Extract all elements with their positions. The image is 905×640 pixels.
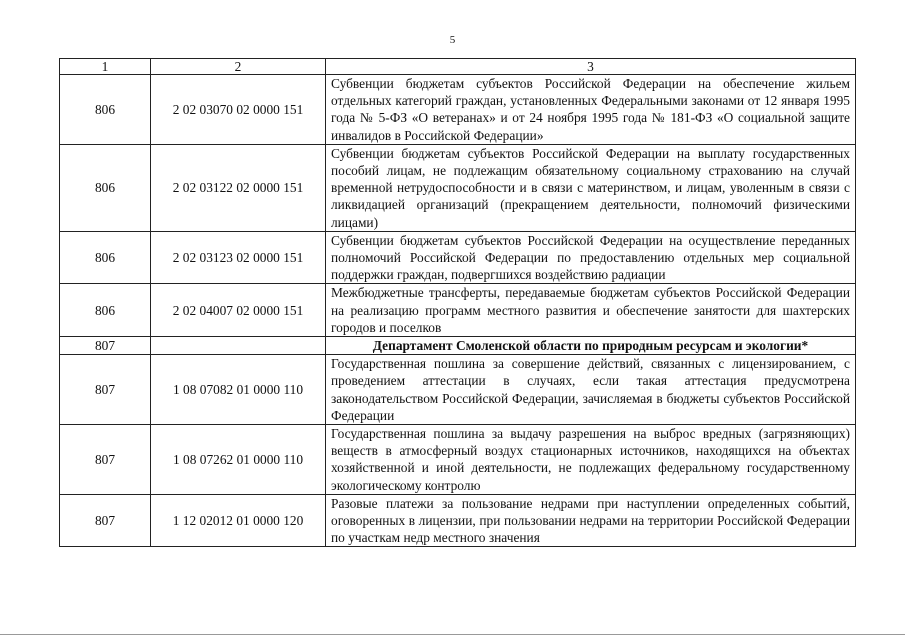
column-header-2: 2 bbox=[151, 59, 326, 75]
column-header-3: 3 bbox=[326, 59, 856, 75]
table-row bbox=[60, 144, 856, 231]
page-bottom-edge bbox=[0, 634, 905, 635]
admin-code-cell: 806 bbox=[60, 75, 151, 145]
table-row bbox=[60, 355, 856, 425]
kbk-code-cell: 1 08 07262 01 0000 110 bbox=[151, 425, 326, 495]
description-cell: Субвенции бюджетам субъектов Российской Федерации на выплату государственных пособий лицам, не подлежащим обязательному социальному страхованию на случай временной нетрудоспособности и в связи с материнством, и лицам, уволенным в связи с ликвидацией организаций (прекращением деятельности, полномочий физическими лицами) bbox=[326, 144, 856, 231]
admin-code-cell: 806 bbox=[60, 144, 151, 231]
kbk-code-cell: 1 08 07082 01 0000 110 bbox=[151, 355, 326, 425]
table-row bbox=[60, 494, 856, 547]
description-cell: Субвенции бюджетам субъектов Российской Федерации на осуществление переданных полномочий Российской Федерации по предоставлению отдельных мер социальной поддержки граждан, подвергшихся воздействию радиации bbox=[326, 231, 856, 284]
description-cell: Разовые платежи за пользование недрами при наступлении определенных событий, оговоренных в лицензии, при пользовании недрами на территории Российской Федерации по участкам недр местного значения bbox=[326, 494, 856, 547]
admin-code-cell: 807 bbox=[60, 337, 151, 355]
description-cell: Межбюджетные трансферты, передаваемые бюджетам субъектов Российской Федерации на реализацию программ местного развития и обеспечение занятости для шахтерских городов и поселков bbox=[326, 284, 856, 337]
description-cell: Государственная пошлина за выдачу разрешения на выброс вредных (загрязняющих) веществ в атмосферный воздух стационарных источников, находящихся на объектах хозяйственной и иной деятельности, не подлежащих федеральному государственному экологическому контролю bbox=[326, 425, 856, 495]
table-row bbox=[60, 231, 856, 284]
kbk-code-cell bbox=[151, 337, 326, 355]
kbk-code-cell: 2 02 03122 02 0000 151 bbox=[151, 144, 326, 231]
column-header-1: 1 bbox=[60, 59, 151, 75]
table-header-row bbox=[60, 59, 856, 75]
description-cell: Субвенции бюджетам субъектов Российской Федерации на обеспечение жильем отдельных категорий граждан, установленных Федеральными законами от 12 января 1995 года № 5-ФЗ «О ветеранах» и от 24 ноября 1995 года № 181-ФЗ «О социальной защите инвалидов в Российской Федерации» bbox=[326, 75, 856, 145]
admin-code-cell: 807 bbox=[60, 355, 151, 425]
kbk-code-cell: 1 12 02012 01 0000 120 bbox=[151, 494, 326, 547]
department-row bbox=[60, 337, 856, 355]
budget-classification-table bbox=[59, 58, 856, 547]
table-row bbox=[60, 425, 856, 495]
kbk-code-cell: 2 02 04007 02 0000 151 bbox=[151, 284, 326, 337]
table-row bbox=[60, 284, 856, 337]
admin-code-cell: 806 bbox=[60, 284, 151, 337]
department-heading: Департамент Смоленской области по природным ресурсам и экологии* bbox=[326, 337, 856, 355]
admin-code-cell: 806 bbox=[60, 231, 151, 284]
admin-code-cell: 807 bbox=[60, 494, 151, 547]
kbk-code-cell: 2 02 03070 02 0000 151 bbox=[151, 75, 326, 145]
admin-code-cell: 807 bbox=[60, 425, 151, 495]
description-cell: Государственная пошлина за совершение действий, связанных с лицензированием, с проведением аттестации в случаях, если такая аттестация предусмотрена законодательством Российской Федерации, зачисляемая в бюджеты субъектов Российской Федерации bbox=[326, 355, 856, 425]
kbk-code-cell: 2 02 03123 02 0000 151 bbox=[151, 231, 326, 284]
table-row bbox=[60, 75, 856, 145]
page-number: 5 bbox=[449, 34, 456, 46]
